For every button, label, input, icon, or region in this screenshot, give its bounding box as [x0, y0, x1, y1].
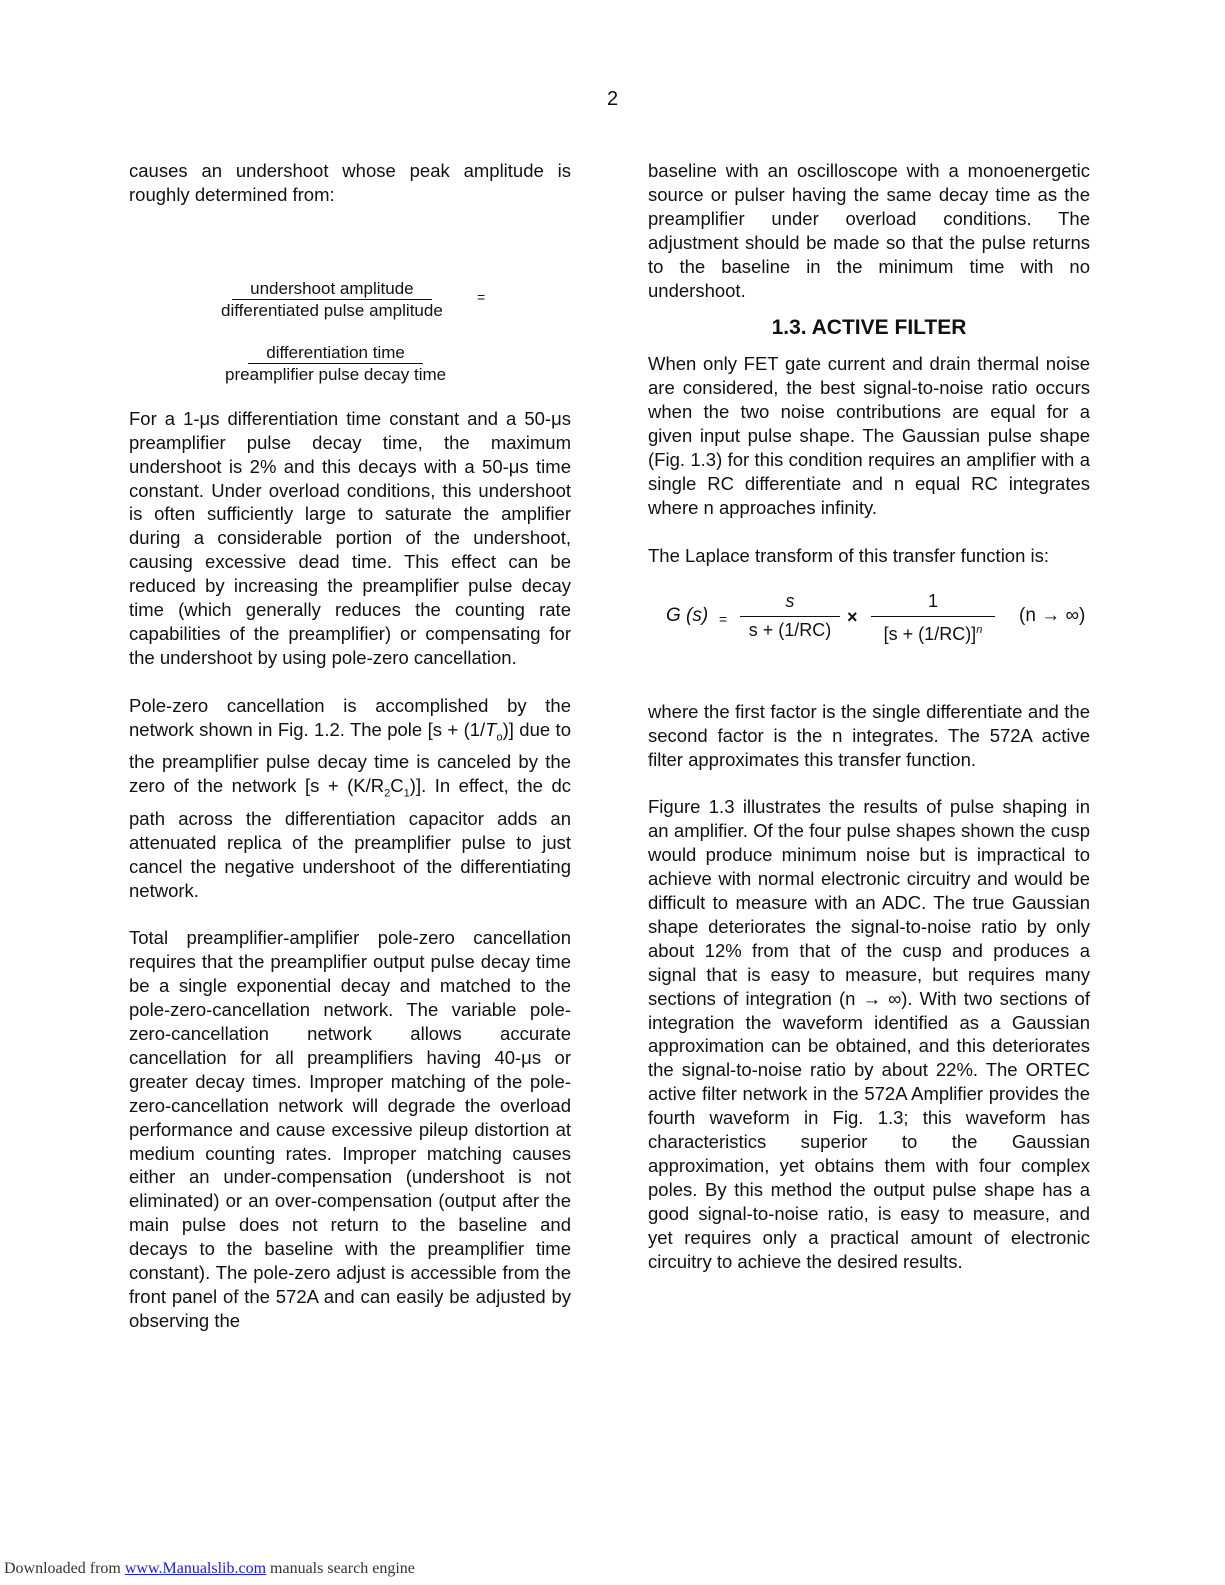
paragraph-undershoot-intro: causes an undershoot whose peak amplitude is roughly determined from:	[129, 160, 571, 205]
fraction-denominator: $[s + (1/RC)]^n$	[883, 623, 983, 644]
laplace-equation	[648, 568, 1090, 700]
fraction-numerator: s	[740, 590, 840, 617]
paragraph-undershoot-example: For a 1-μs differentiation time constant and a 50-μs preamplifier pulse decay time, the maximum undershoot is 2% and this decays with a 50-μs time constant. Under overload conditions, this undershoot is often sufficiently large to saturate the amplifier during a considerable portion of the undershoot, causing excessive dead time. This effect can be reduced by increasing the preamplifier pulse decay time (which generally reduces the counting rate capabilities of the preamplifier) or compensating for the undershoot by using pole-zero cancellation.	[129, 407, 571, 668]
fraction-denominator: s + (1/RC)	[748, 619, 832, 640]
integrate-fraction	[871, 590, 995, 647]
fraction-numerator: differentiation time	[248, 342, 423, 364]
paragraph-noise: When only FET gate current and drain thermal noise are considered, the best signal-to-noise ratio occurs when the two noise contributions are equal for a given input pulse shape. The Gaussian pulse shape (Fig. 1.3) for this condition requires an amplifier with a single RC differentiate and n equal RC integrates where n approaches infinity.	[648, 353, 1090, 518]
fraction-denominator: preamplifier pulse decay time	[225, 364, 447, 384]
right-column	[648, 159, 1090, 1274]
paragraph-baseline-adjust: baseline with an oscilloscope with a monoenergetic source or pulser having the same decay time as the preamplifier under overload conditions. The adjustment should be made so that the pulse returns to the baseline in the minimum time with no undershoot.	[648, 160, 1090, 301]
times-sign: ×	[847, 606, 858, 627]
amplitude-ratio-fraction	[221, 278, 443, 321]
paragraph-laplace-intro: The Laplace transform of this transfer function is:	[648, 544, 1050, 566]
paragraph-factor-explanation: where the first factor is the single differentiate and the second factor is the n integrates. The 572A active filter approximates this transfer function.	[648, 700, 1090, 770]
undershoot-equation	[129, 207, 571, 407]
paragraph-pulse-shaping: Figure 1.3 illustrates the results of pulse shaping in an amplifier. Of the four pulse shapes shown the cusp would produce minimum noise but is impractical to achieve with normal electronic circuitry and would be difficult to measure with an ADC. The true Gaussian shape deteriorates the signal-to-noise ratio by only about 12% from that of the cusp and produces a signal that is easy to measure, but requires many sections of integration (n → ∞). With two sections of integration the waveform identified as a Gaussian approximation can be obtained, and this deteriorates the signal-to-noise ratio by about 22%. The ORTEC active filter network in the 572A Amplifier provides the fourth waveform in Fig. 1.3; this waveform has characteristics superior to the Gaussian approximation, yet obtains them with four complex poles. By this method the output pulse shape has a good signal-to-noise ratio, is easy to measure, and yet requires only a practical amount of electronic circuitry to achieve the desired results.	[648, 796, 1090, 1272]
equals-sign: =	[719, 610, 728, 627]
footer-suffix: manuals search engine	[266, 1560, 415, 1577]
page-number: 2	[606, 88, 619, 110]
equals-sign: =	[477, 288, 486, 305]
limit-condition: (n → ∞)	[1019, 604, 1086, 626]
paragraph-total-pole-zero: Total preamplifier-amplifier pole-zero cancellation requires that the preamplifier output pulse decay time be a single exponential decay and matched to the pole-zero-cancellation network. The variable pole-zero-cancellation network allows accurate cancellation for all preamplifiers having 40-μs or greater decay times. Improper matching of the pole-zero-cancellation network will degrade the overload performance and cause excessive pileup distortion at medium counting rates. Improper matching causes either an under-compensation (undershoot is not eliminated) or an over-compensation (output after the main pulse does not return to the baseline and decays to the baseline with the preamplifier time constant). The pole-zero adjust is accessible from the front panel of the 572A and can easily be adjusted by observing the	[129, 927, 571, 1331]
footer-prefix: Downloaded from	[4, 1560, 125, 1577]
time-ratio-fraction	[225, 342, 446, 385]
download-footer	[4, 1560, 415, 1578]
differentiate-fraction	[740, 590, 840, 643]
fraction-numerator: undershoot amplitude	[232, 278, 432, 300]
paragraph-pole-zero: Pole-zero cancellation is accomplished by the network shown in Fig. 1.2. The pole $[s + (1/T_o)]$ due to the preamplifier pulse decay time is canceled by the zero of the network $[s + (K/R_2C_1)]$. In effect, the dc path across the differentiation capacitor adds an attenuated replica of the preamplifier pulse to just cancel the negative undershoot of the differentiating network.	[129, 694, 571, 901]
section-title: 1.3. ACTIVE FILTER	[771, 316, 967, 340]
fraction-denominator: differentiated pulse amplitude	[221, 300, 443, 320]
fraction-numerator: 1	[871, 590, 995, 617]
left-column	[129, 159, 571, 1333]
transfer-function-symbol: G (s)	[666, 604, 709, 626]
manualslib-link[interactable]: www.Manualslib.com	[124, 1560, 267, 1577]
